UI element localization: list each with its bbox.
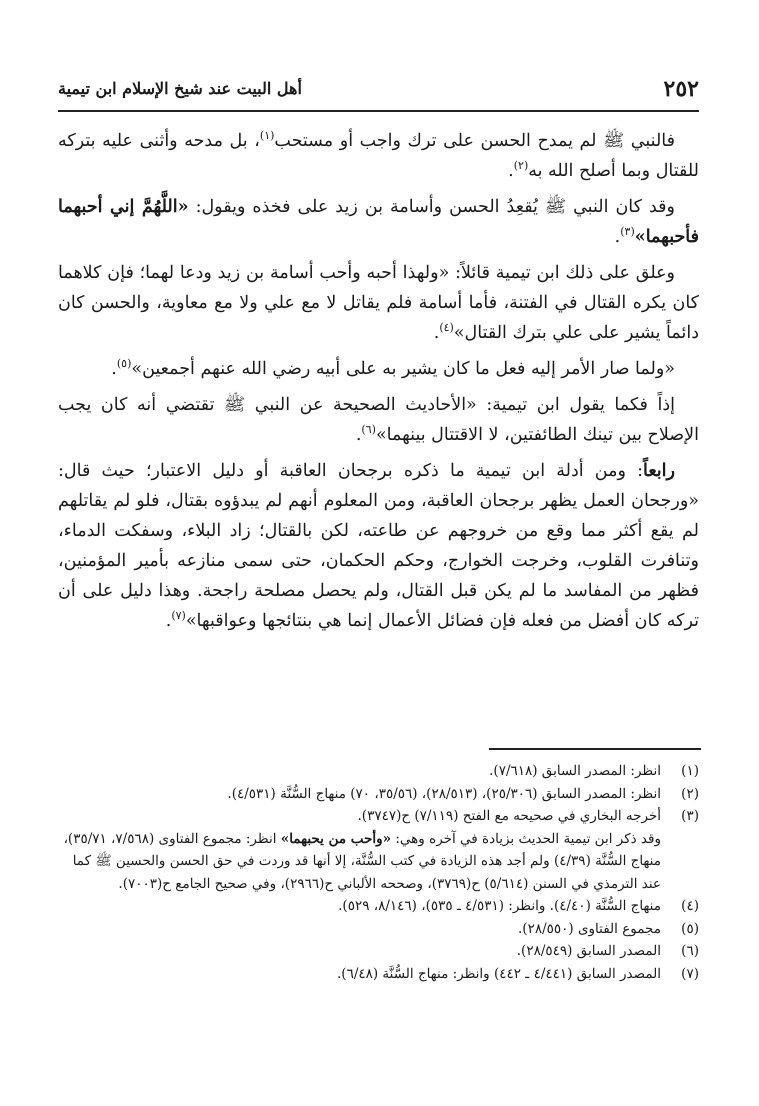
paragraph-5: إذاً فكما يقول ابن تيمية: «الأحاديث الصحيحة عن النبي ﷺ تقتضي أنه كان يجب الإصلاح بين تينك الطائفتين، لا الاقتتال بينهما»$^{(٦)}$.	[58, 395, 699, 445]
footnote-6: (٦) المصدر السابق (٢٨/٥٤٩).	[516, 943, 699, 959]
footnote-ref-7[interactable]: (٧)	[171, 609, 186, 623]
footnote-ref-1[interactable]: (١)	[259, 129, 275, 143]
page-header	[58, 76, 699, 112]
footnote-7: (٧) المصدر السابق (٤/٤٤١ ـ ٤٤٢) وانظر: منهاج السُّنَّة (٦/٤٨).	[337, 965, 699, 982]
page-number: ٢٥٢	[663, 76, 699, 102]
footnote-2: (٢) انظر: المصدر السابق (٢٥/٣٠٦)، (٢٨/٥١٣)، (٣٥/٥٦، ٧٠) منهاج السُّنَّة (٤/٥٣١).	[227, 785, 699, 802]
hadith-quote: «اللَّهُمَّ إني أحبهما فأحبهما»	[58, 197, 699, 247]
footnote-ref-2[interactable]: (٢)	[513, 159, 529, 173]
footnote-ref-5[interactable]: (٥)	[116, 357, 132, 371]
paragraph-3: وعلق على ذلك ابن تيمية قائلاً: «ولهذا أحبه وأحب أسامة بن زيد ودعا لهما؛ فإن كلاهما كان يكره القتال في الفتنة، فأما أسامة فلم يقاتل لا مع علي ولا مع معاوية، والحسن كان دائماً يشير على علي بترك القتال»$^{(٤)}$.	[58, 263, 699, 343]
footnote-divider	[489, 748, 701, 750]
footnote-3: (٣) أخرجه البخاري في صحيحه مع الفتح (٧/١١٩) ح(٣٧٤٧).	[357, 808, 699, 824]
footnote-ref-6[interactable]: (٦)	[361, 423, 376, 437]
footnote-ref-3[interactable]: (٣)	[620, 225, 635, 239]
footnotes	[58, 760, 699, 985]
running-title: أهل البيت عند شيخ الإسلام ابن تيمية	[58, 79, 302, 98]
main-text	[58, 126, 699, 642]
section-marker: رابعاً	[643, 461, 675, 481]
footnote-5: (٥) مجموع الفتاوى (٢٨/٥٥٠).	[518, 920, 699, 937]
footnote-ref-4[interactable]: (٤)	[439, 321, 454, 335]
paragraph-4: «ولما صار الأمر إليه فعل ما كان يشير به على أبيه رضي الله عنهم أجمعين»$^{(٥)}$.	[111, 357, 675, 379]
paragraph-6: رابعاً: ومن أدلة ابن تيمية ما ذكره برجحان العاقبة أو دليل الاعتبار؛ حيث قال: «ورجحان العمل يظهر برجحان العاقبة، ومن المعلوم أنهم لم يبدؤوه بقتال، فلو لم يقاتلهم لم يقع أكثر مما وقع من خروجهم عن طاعته، لكن بالقتال؛ زاد البلاء، وسفكت الدماء، وتنافرت القلوب، وخرجت الخوارج، وحكم الحكمان، حتى سمى منازعه بأمير المؤمنين، فظهر من المفاسد ما لم يكن قبل القتال، ولم يحصل مصلحة راجحة. وهذا دليل على أن تركه كان أفضل من فعله فإن فضائل الأعمال إنما هي بنتائجها وعواقبها»$^{(٧)}$.	[58, 461, 699, 631]
paragraph-1: فالنبي ﷺ لم يمدح الحسن على ترك واجب أو مستحب$^{(١)}$، بل مدحه وأثنى عليه بتركه للقتال وبما أصلح الله به$^{(٢)}$.	[58, 129, 699, 181]
footnote-1: (١) انظر: المصدر السابق (٧/٦١٨).	[489, 763, 699, 779]
footnote-3-continuation: وقد ذكر ابن تيمية الحديث بزيادة في آخره وهي: «وأحب من يحبهما» انظر: مجموع الفتاوى (٧/٥٦٨، ٣٥/٧١)، منهاج السُّنَّة (٤/٣٩) ولم أجد هذه الزيادة في كتب السُّنَّة، إلا أنها قد وردت في حق الحسن والحسين ﷺ كما عند الترمذي في السنن (٥/٦١٤) ح(٣٧٦٩)، وصححه الألباني ح(٢٩٦٦)، وفي صحيح الجامع ح(٧٠٠٣).	[63, 830, 661, 892]
footnote-4: (٤) منهاج السُّنَّة (٤/٤٠). وانظر: (٤/٥٣١ ـ ٥٣٥)، (٨/١٤٦، ٥٢٩).	[338, 898, 699, 914]
paragraph-2: وقد كان النبي ﷺ يُقعِدُ الحسن وأسامة بن زيد على فخذه ويقول: «اللَّهُمَّ إني أحبهما فأحبهما»$^{(٣)}$.	[58, 197, 699, 247]
